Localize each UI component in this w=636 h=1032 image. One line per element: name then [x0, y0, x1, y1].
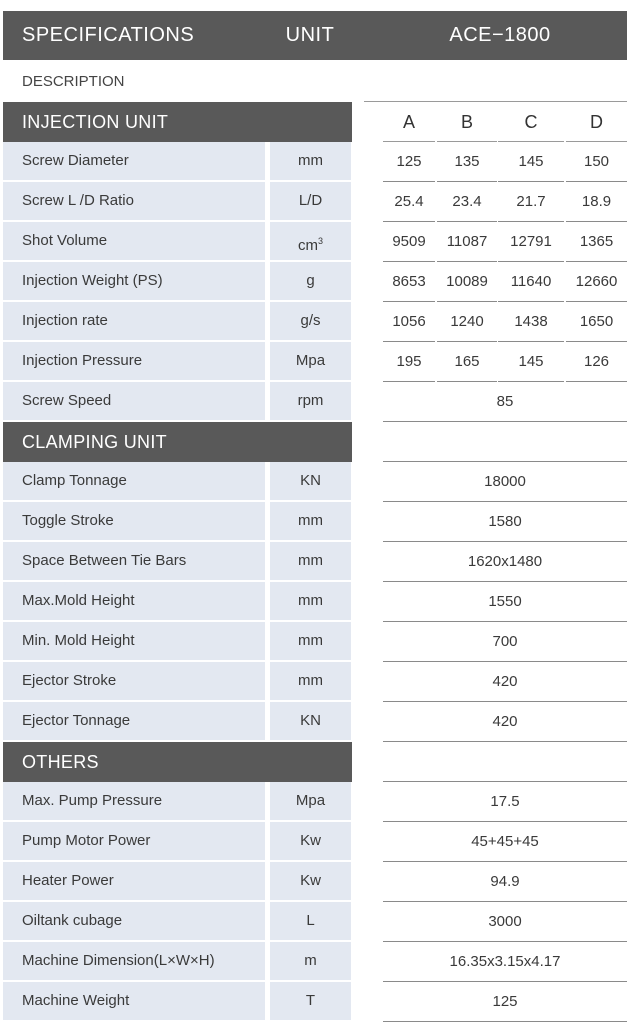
row-divider: [383, 1021, 627, 1022]
spec-unit-cell: [270, 382, 351, 422]
spec-unit: $cm^3$: [297, 236, 323, 254]
spec-value: 1620x1480: [467, 553, 543, 570]
spec-unit-cell: [270, 782, 351, 822]
spec-label-cell: [3, 142, 265, 182]
spec-label: Clamp Tonnage: [22, 472, 127, 489]
spec-label-cell: [3, 862, 265, 902]
spec-unit-cell: [270, 542, 351, 582]
spec-unit: L/D: [298, 192, 323, 209]
spec-value: 135: [454, 153, 480, 170]
spec-value: 9509: [392, 233, 426, 250]
spec-unit: mm: [298, 632, 323, 649]
spec-value: 1365: [579, 233, 614, 250]
section-title: OTHERS: [22, 752, 99, 772]
spec-value: 1580: [488, 513, 522, 530]
spec-value: 18.9: [581, 193, 612, 210]
spec-value: 1056: [392, 313, 426, 330]
spec-label-cell: [3, 342, 265, 382]
spec-value: 1650: [579, 313, 614, 330]
spec-unit-cell: [270, 262, 351, 302]
spec-label: Screw Diameter: [22, 152, 129, 169]
spec-value: 11640: [510, 273, 552, 290]
spec-label: Injection Weight (PS): [22, 272, 163, 289]
spec-unit-cell: [270, 142, 351, 182]
spec-value: 8653: [392, 273, 426, 290]
spec-unit: L: [306, 912, 315, 929]
section-header-clamping-unit: [3, 422, 352, 462]
spec-value: 45+45+45: [471, 833, 539, 850]
spec-unit: Kw: [300, 832, 321, 849]
section-title: INJECTION UNIT: [22, 112, 169, 132]
spec-unit-cell: [270, 582, 351, 622]
spec-value: 145: [518, 353, 544, 370]
spec-label-cell: [3, 782, 265, 822]
spec-unit: mm: [298, 552, 323, 569]
spec-value: 12660: [575, 273, 618, 290]
spec-label-cell: [3, 222, 265, 262]
spec-unit-cell: [270, 182, 351, 222]
spec-label: Toggle Stroke: [22, 512, 114, 529]
spec-label-cell: [3, 462, 265, 502]
spec-unit: Mpa: [295, 352, 326, 369]
spec-value: 1438: [514, 313, 548, 330]
spec-unit-cell: [270, 462, 351, 502]
spec-label: Machine Weight: [22, 992, 130, 1009]
section-header-others: [3, 742, 352, 782]
spec-unit: mm: [298, 672, 323, 689]
column-header-a: A: [402, 112, 415, 132]
spec-value: 11087: [446, 233, 488, 250]
spec-value: 85: [496, 393, 514, 410]
spec-unit: mm: [298, 512, 323, 529]
spec-value: 23.4: [452, 193, 482, 210]
spec-unit-cell: [270, 302, 351, 342]
spec-label: Heater Power: [22, 872, 114, 889]
spec-unit: Kw: [300, 872, 321, 889]
spec-label: Max.Mold Height: [22, 592, 135, 609]
spec-label-cell: [3, 622, 265, 662]
section-header-injection-unit: [3, 102, 352, 142]
spec-label: Min. Mold Height: [22, 632, 135, 649]
description-label: DESCRIPTION: [22, 73, 125, 90]
spec-value: 125: [492, 993, 518, 1010]
spec-label: Shot Volume: [22, 232, 108, 249]
spec-value: 12791: [510, 233, 552, 250]
spec-unit: T: [305, 992, 316, 1009]
spec-label-cell: [3, 582, 265, 622]
spec-value: 3000: [488, 913, 522, 930]
spec-value: 16.35x3.15x4.17: [449, 953, 561, 970]
header-unit: UNIT: [285, 24, 335, 46]
spec-unit: m: [304, 952, 317, 969]
spec-label-cell: [3, 662, 265, 702]
spec-unit-cell: [270, 222, 351, 262]
spec-unit: g: [306, 272, 315, 289]
spec-unit-cell: [270, 702, 351, 742]
spec-label-cell: [3, 542, 265, 582]
spec-value: 17.5: [490, 793, 520, 810]
spec-value: 10089: [446, 273, 488, 290]
spec-label: Injection Pressure: [22, 352, 143, 369]
spec-unit: g/s: [300, 312, 321, 329]
spec-label: Oiltank cubage: [22, 912, 123, 929]
spec-label: Space Between Tie Bars: [22, 552, 187, 569]
spec-unit: mm: [298, 152, 323, 169]
spec-value: 25.4: [394, 193, 424, 210]
spec-unit: KN: [300, 712, 321, 729]
spec-unit-cell: [270, 622, 351, 662]
column-header-b: B: [460, 112, 473, 132]
spec-unit-cell: [270, 502, 351, 542]
spec-value: 94.9: [490, 873, 520, 890]
spec-unit-cell: [270, 822, 351, 862]
spec-label-cell: [3, 382, 265, 422]
spec-label-cell: [3, 822, 265, 862]
spec-value: 125: [396, 153, 422, 170]
spec-label-cell: [3, 262, 265, 302]
spec-unit: rpm: [297, 392, 324, 409]
spec-value: 420: [492, 673, 518, 690]
spec-label: Screw L /D Ratio: [22, 192, 134, 209]
spec-value: 126: [583, 353, 610, 370]
spec-value: 18000: [484, 473, 526, 490]
spec-unit-cell: [270, 662, 351, 702]
spec-value: 1240: [450, 313, 484, 330]
spec-unit-cell: [270, 862, 351, 902]
section-title: CLAMPING UNIT: [22, 432, 167, 452]
spec-unit-cell: [270, 982, 351, 1022]
spec-unit-cell: [270, 902, 351, 942]
spec-value: 145: [518, 153, 544, 170]
row-divider: [383, 421, 627, 422]
spec-label-cell: [3, 982, 265, 1022]
spec-label: Screw Speed: [22, 392, 112, 409]
column-header-d: D: [590, 112, 603, 132]
header-specifications: SPECIFICATIONS: [22, 24, 195, 46]
spec-value: 700: [492, 633, 518, 650]
spec-value: 195: [396, 353, 422, 370]
spec-label: Ejector Tonnage: [22, 712, 131, 729]
spec-label-cell: [3, 302, 265, 342]
spec-label: Injection rate: [22, 312, 108, 329]
spec-label-cell: [3, 902, 265, 942]
spec-value: 21.7: [516, 193, 546, 210]
spec-label-cell: [3, 182, 265, 222]
spec-value: 150: [583, 153, 610, 170]
spec-label: Pump Motor Power: [22, 832, 151, 849]
column-header-c: C: [524, 112, 538, 132]
spec-value: 1550: [488, 593, 522, 610]
spec-label: Max. Pump Pressure: [22, 792, 163, 809]
spec-value: 165: [454, 353, 480, 370]
unit-superscript: 3: [317, 236, 323, 246]
spec-unit: Mpa: [295, 792, 326, 809]
table-header: [3, 11, 627, 60]
spec-label-cell: [3, 702, 265, 742]
spec-unit: mm: [298, 592, 323, 609]
spec-label: Machine Dimension(L×W×H): [22, 952, 215, 969]
spec-label-cell: [3, 942, 265, 982]
spec-value: 420: [492, 713, 518, 730]
spec-unit-cell: [270, 942, 351, 982]
spec-label-cell: [3, 502, 265, 542]
spec-unit: KN: [300, 472, 321, 489]
spec-unit-cell: [270, 342, 351, 382]
row-divider: [383, 741, 627, 742]
spec-label: Ejector Stroke: [22, 672, 117, 689]
header-model: ACE−1800: [449, 24, 551, 46]
